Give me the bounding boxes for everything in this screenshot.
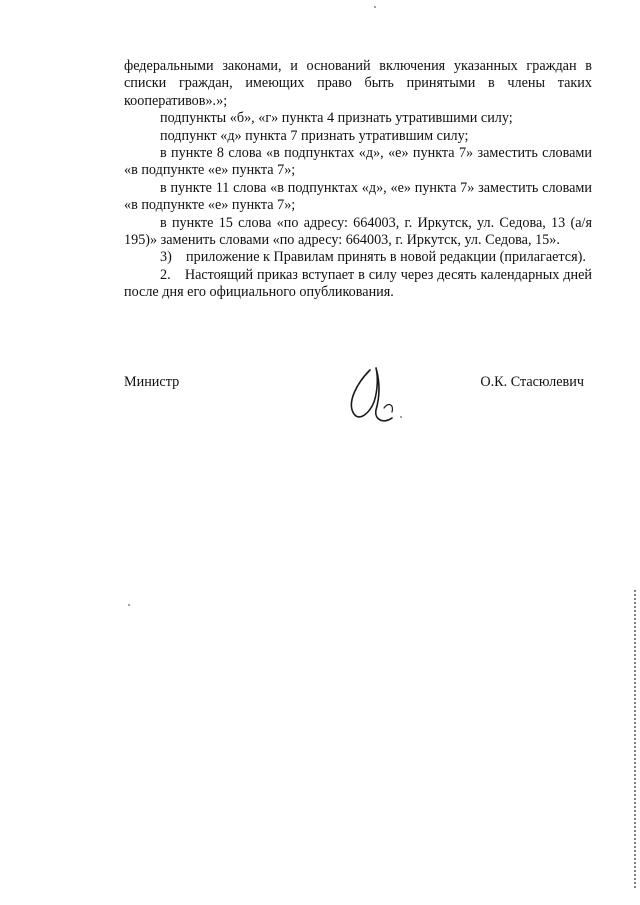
paragraph-3: подпункт «д» пункта 7 признать утратившим силу; <box>160 127 469 144</box>
paragraph-4: в пункте 8 слова «в подпунктах «д», «е» пункта 7» заместить словами «в подпункте «е» пункта 7»; <box>124 145 592 179</box>
document-body <box>124 58 592 302</box>
handwritten-signature <box>340 362 410 432</box>
scan-speck <box>374 6 376 8</box>
paragraph-1: федеральными законами, и оснований включения указанных граждан в списки граждан, имеющих право быть принятыми в члены таких кооперативов».»; <box>124 58 592 109</box>
signature-block <box>124 374 592 444</box>
paragraph-5: в пункте 11 слова «в подпунктах «д», «е» пункта 7» заместить словами «в подпункте «е» пункта 7»; <box>124 179 592 214</box>
scan-edge-artifact <box>632 590 638 890</box>
scan-speck <box>128 604 130 606</box>
signatory-name: О.К. Стасюлевич <box>480 374 584 390</box>
paragraph-8: 2. Настоящий приказ вступает в силу через десять календарных дней после дня его официального опубликования. <box>124 266 592 301</box>
paragraph-2: подпункты «б», «г» пункта 4 признать утратившими силу; <box>160 110 513 127</box>
paragraph-6: в пункте 15 слова «по адресу: 664003, г. Иркутск, ул. Седова, 13 (а/я 195)» заменить словами «по адресу: 664003, г. Иркутск, ул. Седова, 15». <box>124 214 592 249</box>
signatory-role: Министр <box>124 374 180 390</box>
scan-speck <box>400 416 402 418</box>
paragraph-7: 3) приложение к Правилам принять в новой редакции (прилагается). <box>160 249 586 266</box>
